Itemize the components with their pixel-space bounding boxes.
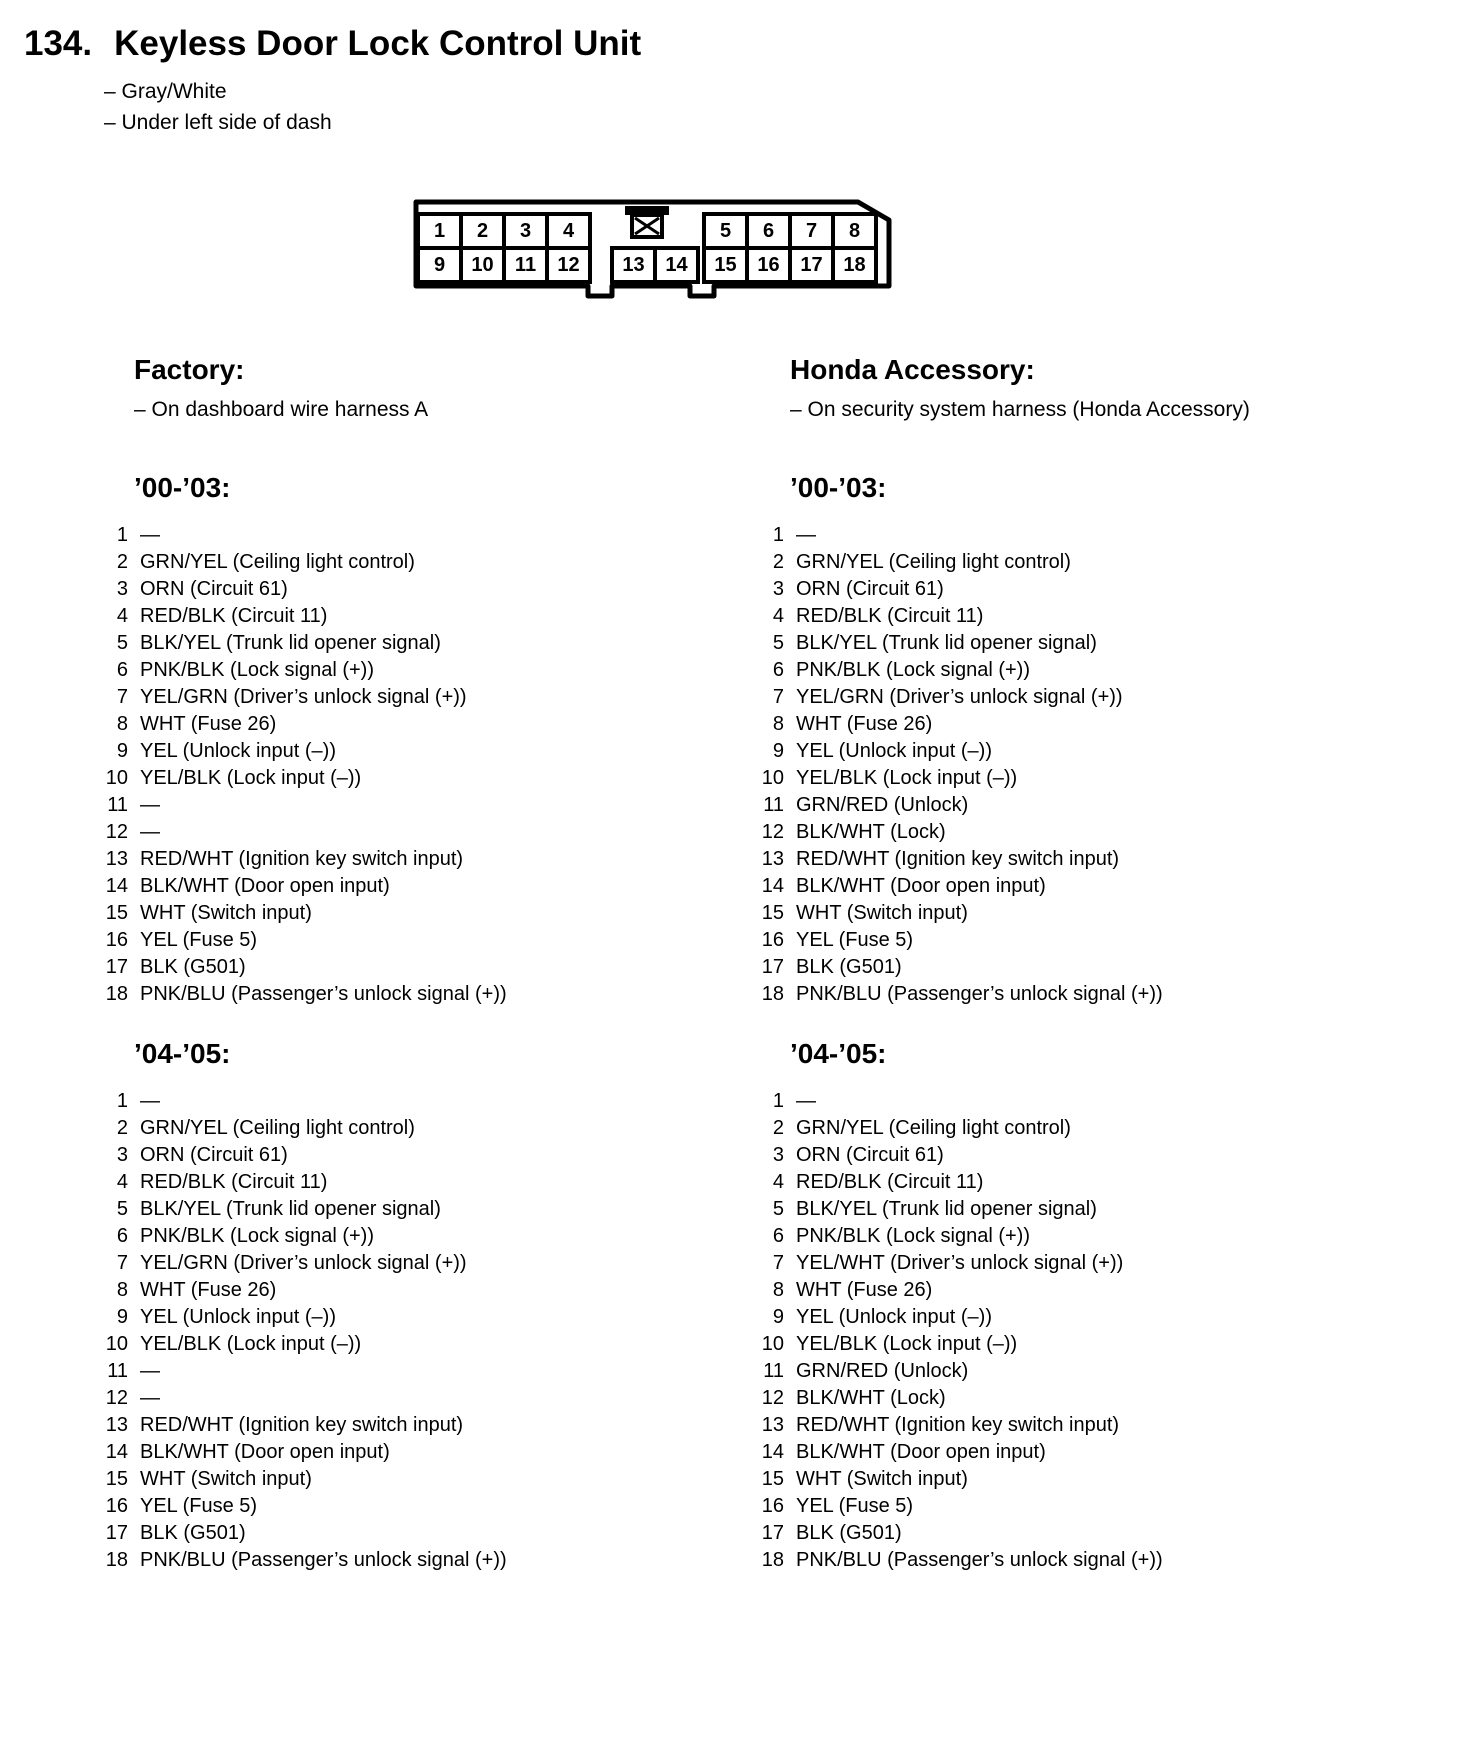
pin-label: BLK (G501): [796, 1522, 902, 1544]
pin-row: [0, 1547, 656, 1574]
pin-label: BLK/WHT (Lock): [796, 821, 946, 843]
connector-pin-cell: 1: [416, 212, 463, 250]
pin-number: 4: [116, 605, 128, 627]
pin-number: 18: [105, 1549, 128, 1571]
pin-number: 12: [105, 1387, 128, 1409]
pin-number: 15: [105, 902, 128, 924]
pin-number: 17: [105, 1522, 128, 1544]
pin-number: 14: [105, 1441, 128, 1463]
pin-row: [0, 1331, 656, 1358]
pin-label: PNK/BLU (Passenger’s unlock signal (+)): [140, 983, 507, 1005]
pin-number: 11: [107, 794, 128, 816]
pin-number: 7: [772, 1252, 784, 1274]
factory-note: – On dashboard wire harness A: [134, 398, 429, 421]
pin-row: [0, 1493, 656, 1520]
pin-label: WHT (Switch input): [140, 1468, 312, 1490]
connector-pin-cell: 18: [831, 246, 878, 284]
pin-row: [656, 900, 1472, 927]
pin-row: [656, 765, 1472, 792]
pin-label: —: [140, 1360, 160, 1382]
pin-label: YEL/GRN (Driver’s unlock signal (+)): [140, 1252, 467, 1274]
pin-number: 6: [116, 1225, 128, 1247]
pin-label: YEL (Fuse 5): [140, 1495, 258, 1517]
pin-row: [0, 981, 656, 1008]
pin-list: [0, 1088, 656, 1574]
pin-row: [0, 549, 656, 576]
pin-label: PNK/BLK (Lock signal (+)): [796, 659, 1030, 681]
connector-diagram: [402, 196, 896, 300]
pin-row: [656, 1493, 1472, 1520]
pin-row: [0, 1358, 656, 1385]
pin-row: [656, 1466, 1472, 1493]
pin-label: —: [140, 1090, 160, 1112]
pin-label: BLK (G501): [140, 1522, 246, 1544]
accessory-column: [656, 354, 1472, 1574]
pin-row: [0, 1277, 656, 1304]
year-heading: ’04-’05:: [790, 1038, 887, 1069]
pin-row: [0, 576, 656, 603]
pin-number: 16: [105, 1495, 128, 1517]
connector-pin-cell: 12: [545, 246, 592, 284]
pin-row: [656, 603, 1472, 630]
pin-number: 10: [761, 767, 784, 789]
pin-number: 1: [116, 524, 128, 546]
pin-label: YEL (Fuse 5): [796, 929, 914, 951]
pin-number: 15: [761, 902, 784, 924]
pin-row: [0, 684, 656, 711]
pin-number: 6: [772, 1225, 784, 1247]
pin-label: ORN (Circuit 61): [796, 1144, 944, 1166]
pin-label: BLK/YEL (Trunk lid opener signal): [140, 1198, 441, 1220]
pin-label: ORN (Circuit 61): [796, 578, 944, 600]
pin-row: [656, 792, 1472, 819]
pin-label: GRN/RED (Unlock): [796, 1360, 969, 1382]
pin-row: [0, 1385, 656, 1412]
pin-number: 3: [116, 578, 128, 600]
pin-label: RED/WHT (Ignition key switch input): [140, 848, 464, 870]
connector-pin-cell: 3: [502, 212, 549, 250]
pin-number: 5: [772, 1198, 784, 1220]
pin-number: 1: [772, 524, 784, 546]
pin-label: GRN/YEL (Ceiling light control): [140, 1117, 415, 1139]
pin-number: 13: [105, 848, 128, 870]
pin-number: 10: [761, 1333, 784, 1355]
pin-number: 14: [761, 1441, 784, 1463]
pin-row: [656, 954, 1472, 981]
title-note: – Gray/White: [104, 80, 227, 103]
connector-pin-cell: 7: [788, 212, 835, 250]
pin-label: BLK/WHT (Door open input): [796, 875, 1046, 897]
pin-label: RED/BLK (Circuit 11): [140, 1171, 328, 1193]
pin-row: [0, 792, 656, 819]
pin-row: [0, 954, 656, 981]
pin-label: YEL (Unlock input (–)): [140, 740, 336, 762]
connector-cells-bottom-right: [702, 246, 878, 284]
pin-row: [0, 1439, 656, 1466]
pin-row: [656, 1520, 1472, 1547]
pin-number: 15: [761, 1468, 784, 1490]
pin-number: 18: [761, 1549, 784, 1571]
factory-heading: Factory:: [134, 354, 245, 385]
pin-number: 17: [105, 956, 128, 978]
pin-number: 16: [761, 929, 784, 951]
connector-pin-cell: 2: [459, 212, 506, 250]
pin-row: [656, 873, 1472, 900]
factory-section-04-05: [0, 1038, 656, 1574]
pin-row: [656, 1223, 1472, 1250]
pin-number: 3: [116, 1144, 128, 1166]
pin-number: 9: [116, 1306, 128, 1328]
pin-number: 16: [761, 1495, 784, 1517]
pin-row: [0, 819, 656, 846]
pin-row: [656, 1115, 1472, 1142]
connector-pin-cell: 5: [702, 212, 749, 250]
pin-label: ORN (Circuit 61): [140, 578, 288, 600]
pin-row: [0, 738, 656, 765]
pin-number: 7: [116, 1252, 128, 1274]
pin-number: 13: [105, 1414, 128, 1436]
pin-label: —: [140, 524, 160, 546]
pin-label: WHT (Switch input): [140, 902, 312, 924]
pin-row: [656, 1277, 1472, 1304]
pin-row: [0, 1169, 656, 1196]
pin-label: GRN/RED (Unlock): [796, 794, 969, 816]
pin-label: RED/WHT (Ignition key switch input): [796, 848, 1120, 870]
pin-label: BLK/WHT (Lock): [796, 1387, 946, 1409]
pin-number: 7: [116, 686, 128, 708]
pin-label: PNK/BLU (Passenger’s unlock signal (+)): [796, 1549, 1163, 1571]
page-title-text: Keyless Door Lock Control Unit: [114, 24, 642, 63]
pin-label: YEL/GRN (Driver’s unlock signal (+)): [796, 686, 1123, 708]
pin-number: 4: [772, 605, 784, 627]
pin-number: 2: [772, 551, 784, 573]
pin-label: —: [140, 794, 160, 816]
pin-label: WHT (Fuse 26): [140, 713, 277, 735]
pin-label: PNK/BLK (Lock signal (+)): [796, 1225, 1030, 1247]
pin-label: WHT (Fuse 26): [796, 713, 933, 735]
pin-label: WHT (Switch input): [796, 1468, 968, 1490]
accessory-section-00-03: [656, 472, 1472, 1008]
pin-label: YEL/BLK (Lock input (–)): [140, 1333, 362, 1355]
pin-label: WHT (Fuse 26): [140, 1279, 277, 1301]
pin-label: YEL (Fuse 5): [140, 929, 258, 951]
connector-pin-cell: 10: [459, 246, 506, 284]
pin-row: [0, 846, 656, 873]
pin-row: [0, 1115, 656, 1142]
pin-label: PNK/BLK (Lock signal (+)): [140, 659, 374, 681]
pin-row: [0, 900, 656, 927]
title-notes: [104, 76, 1472, 138]
pin-number: 17: [761, 1522, 784, 1544]
pin-number: 4: [116, 1171, 128, 1193]
pin-number: 16: [105, 929, 128, 951]
pin-label: —: [796, 1090, 816, 1112]
pin-row: [656, 1412, 1472, 1439]
connector-pin-cell: 14: [653, 246, 700, 284]
pin-row: [656, 1358, 1472, 1385]
accessory-section-04-05: [656, 1038, 1472, 1574]
pin-row: [0, 657, 656, 684]
pin-label: —: [140, 1387, 160, 1409]
pin-label: YEL (Unlock input (–)): [796, 740, 992, 762]
pin-label: —: [140, 821, 160, 843]
pin-label: RED/WHT (Ignition key switch input): [140, 1414, 464, 1436]
year-heading: ’00-’03:: [790, 472, 887, 503]
connector-cells-top-right: [702, 212, 878, 250]
connector-pin-cell: 16: [745, 246, 792, 284]
pin-label: YEL/BLK (Lock input (–)): [796, 767, 1018, 789]
pin-number: 11: [763, 1360, 784, 1382]
connector-cells-top-left: [416, 212, 592, 250]
pin-row: [656, 630, 1472, 657]
pin-label: PNK/BLU (Passenger’s unlock signal (+)): [140, 1549, 507, 1571]
pin-row: [0, 1142, 656, 1169]
pin-number: 18: [105, 983, 128, 1005]
pin-number: 11: [107, 1360, 128, 1382]
pin-number: 2: [116, 1117, 128, 1139]
pin-row: [656, 738, 1472, 765]
pin-number: 8: [772, 1279, 784, 1301]
pin-label: YEL/BLK (Lock input (–)): [796, 1333, 1018, 1355]
page-title: [24, 24, 1472, 64]
connector-pin-cell: 15: [702, 246, 749, 284]
pin-label: RED/WHT (Ignition key switch input): [796, 1414, 1120, 1436]
pin-number: 17: [761, 956, 784, 978]
pin-row: [0, 603, 656, 630]
pin-number: 12: [761, 1387, 784, 1409]
pin-label: BLK/WHT (Door open input): [140, 1441, 390, 1463]
pin-row: [656, 1196, 1472, 1223]
pin-label: BLK/WHT (Door open input): [140, 875, 390, 897]
accessory-heading: Honda Accessory:: [790, 354, 1035, 385]
pin-label: YEL (Fuse 5): [796, 1495, 914, 1517]
pin-number: 3: [772, 1144, 784, 1166]
pin-row: [0, 1304, 656, 1331]
pin-number: 5: [116, 632, 128, 654]
pin-number: 3: [772, 578, 784, 600]
pin-number: 6: [772, 659, 784, 681]
pin-number: 15: [105, 1468, 128, 1490]
connector-pin-cell: 11: [502, 246, 549, 284]
pin-label: RED/BLK (Circuit 11): [140, 605, 328, 627]
pin-number: 18: [761, 983, 784, 1005]
pin-label: PNK/BLK (Lock signal (+)): [140, 1225, 374, 1247]
pin-row: [0, 630, 656, 657]
connector-pin-cell: 17: [788, 246, 835, 284]
pin-row: [656, 1169, 1472, 1196]
pin-number: 8: [116, 713, 128, 735]
factory-section-00-03: [0, 472, 656, 1008]
pin-row: [0, 1223, 656, 1250]
pin-label: RED/BLK (Circuit 11): [796, 1171, 984, 1193]
pin-label: GRN/YEL (Ceiling light control): [140, 551, 415, 573]
pin-label: WHT (Switch input): [796, 902, 968, 924]
pin-number: 10: [105, 1333, 128, 1355]
year-heading: ’00-’03:: [134, 472, 231, 503]
pin-number: 7: [772, 686, 784, 708]
section-number: 134.: [24, 24, 93, 63]
pin-label: YEL (Unlock input (–)): [796, 1306, 992, 1328]
title-note: – Under left side of dash: [104, 111, 332, 134]
pin-row: [656, 819, 1472, 846]
pin-row: [656, 927, 1472, 954]
pin-row: [656, 846, 1472, 873]
pin-row: [0, 1250, 656, 1277]
pin-number: 9: [116, 740, 128, 762]
pin-row: [656, 981, 1472, 1008]
accessory-note: – On security system harness (Honda Accessory): [790, 398, 1250, 421]
pin-label: BLK/YEL (Trunk lid opener signal): [140, 632, 441, 654]
pin-number: 4: [772, 1171, 784, 1193]
connector-cells-bottom-mid: [610, 246, 700, 284]
pin-label: BLK/WHT (Door open input): [796, 1441, 1046, 1463]
pin-row: [0, 1412, 656, 1439]
pin-number: 9: [772, 1306, 784, 1328]
pin-number: 12: [761, 821, 784, 843]
pin-label: ORN (Circuit 61): [140, 1144, 288, 1166]
pin-row: [656, 1439, 1472, 1466]
connector-pin-cell: 4: [545, 212, 592, 250]
pin-number: 11: [763, 794, 784, 816]
pin-number: 13: [761, 1414, 784, 1436]
pinout-columns: [0, 354, 1472, 1574]
pin-label: —: [796, 524, 816, 546]
pin-row: [0, 1088, 656, 1115]
connector-pin-cell: 13: [610, 246, 657, 284]
pin-row: [656, 657, 1472, 684]
pin-label: BLK (G501): [796, 956, 902, 978]
pin-number: 2: [772, 1117, 784, 1139]
pin-number: 6: [116, 659, 128, 681]
pin-row: [0, 1196, 656, 1223]
connector-keyway-icon: [625, 206, 669, 237]
pin-label: YEL/GRN (Driver’s unlock signal (+)): [140, 686, 467, 708]
pin-row: [656, 1547, 1472, 1574]
pin-label: WHT (Fuse 26): [796, 1279, 933, 1301]
pin-row: [656, 1088, 1472, 1115]
pin-row: [0, 873, 656, 900]
pin-label: YEL/WHT (Driver’s unlock signal (+)): [796, 1252, 1124, 1274]
connector-pin-cell: 9: [416, 246, 463, 284]
pin-label: PNK/BLU (Passenger’s unlock signal (+)): [796, 983, 1163, 1005]
pin-number: 1: [772, 1090, 784, 1112]
pin-row: [0, 1466, 656, 1493]
pin-row: [656, 1250, 1472, 1277]
pin-number: 2: [116, 551, 128, 573]
pin-number: 14: [105, 875, 128, 897]
pin-row: [656, 1304, 1472, 1331]
connector-pin-cell: 6: [745, 212, 792, 250]
pin-label: BLK (G501): [140, 956, 246, 978]
pin-label: YEL (Unlock input (–)): [140, 1306, 336, 1328]
factory-column: [0, 354, 656, 1574]
pin-row: [656, 576, 1472, 603]
connector-pin-cell: 8: [831, 212, 878, 250]
pin-number: 5: [772, 632, 784, 654]
pin-row: [656, 1142, 1472, 1169]
pin-label: BLK/YEL (Trunk lid opener signal): [796, 632, 1097, 654]
pin-label: GRN/YEL (Ceiling light control): [796, 1117, 1071, 1139]
pin-number: 13: [761, 848, 784, 870]
pin-number: 8: [772, 713, 784, 735]
pin-number: 8: [116, 1279, 128, 1301]
pin-row: [656, 684, 1472, 711]
pin-label: RED/BLK (Circuit 11): [796, 605, 984, 627]
pin-label: BLK/YEL (Trunk lid opener signal): [796, 1198, 1097, 1220]
pin-number: 12: [105, 821, 128, 843]
pin-row: [0, 927, 656, 954]
pin-list: [0, 522, 656, 1008]
pin-row: [0, 1520, 656, 1547]
pin-list: [656, 1088, 1472, 1574]
pin-number: 1: [116, 1090, 128, 1112]
pin-row: [656, 522, 1472, 549]
pin-number: 5: [116, 1198, 128, 1220]
pin-number: 9: [772, 740, 784, 762]
pin-row: [0, 522, 656, 549]
pin-row: [656, 1331, 1472, 1358]
pin-number: 14: [761, 875, 784, 897]
pin-label: YEL/BLK (Lock input (–)): [140, 767, 362, 789]
pin-row: [656, 711, 1472, 738]
pin-row: [656, 549, 1472, 576]
year-heading: ’04-’05:: [134, 1038, 231, 1069]
pin-list: [656, 522, 1472, 1008]
pin-label: GRN/YEL (Ceiling light control): [796, 551, 1071, 573]
pin-row: [656, 1385, 1472, 1412]
pin-row: [0, 765, 656, 792]
connector-cells-bottom-left: [416, 246, 592, 284]
pin-row: [0, 711, 656, 738]
pin-number: 10: [105, 767, 128, 789]
